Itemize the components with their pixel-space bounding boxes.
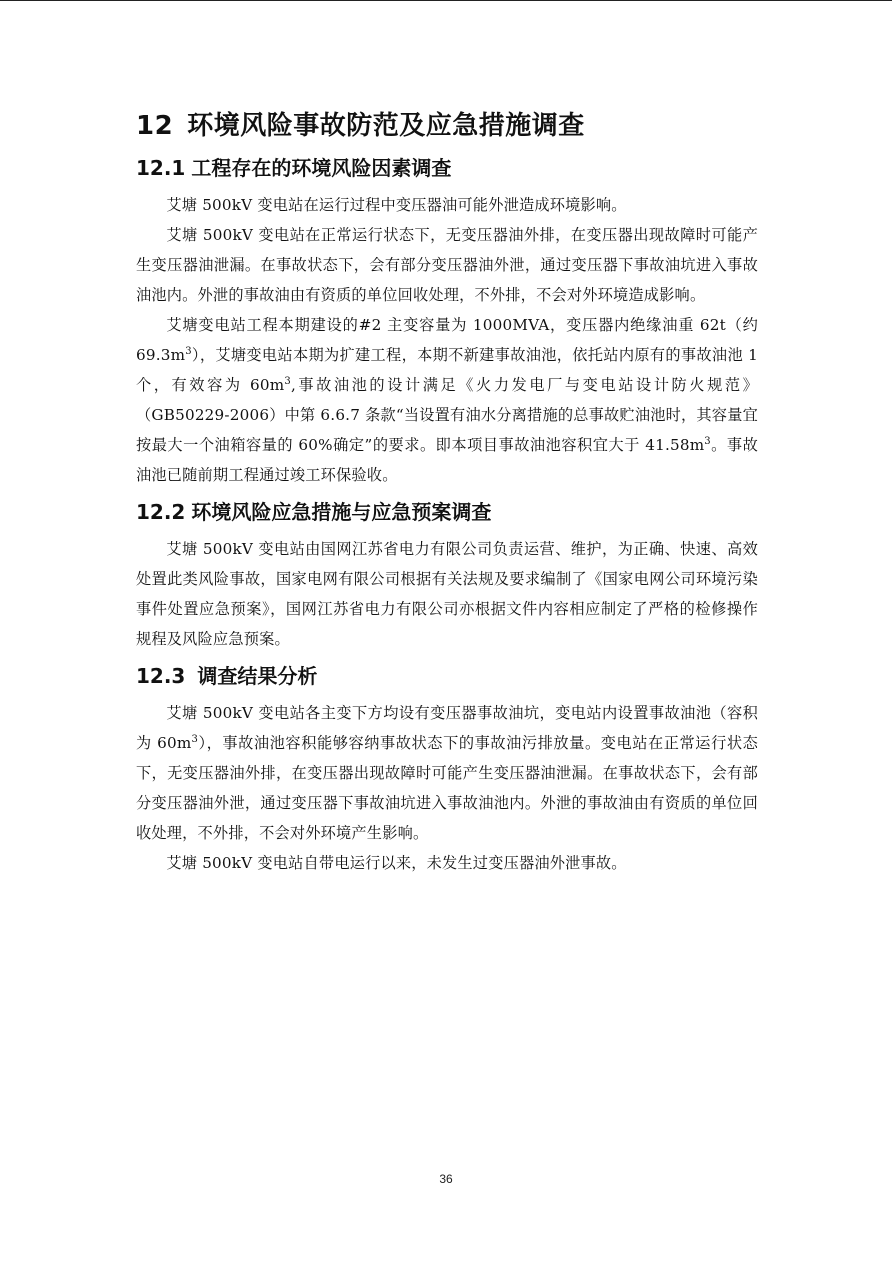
section-heading <box>136 494 758 530</box>
paragraph-text: 。事故油池已随前期工程通过竣工环保验收。 <box>136 436 758 484</box>
page-number: 36 <box>439 1172 453 1186</box>
paragraph <box>136 698 758 848</box>
section-number: 12.2 <box>136 500 186 524</box>
paragraph-text: 艾塘变电站工程本期建设的#2 主变容量为 1000MVA，变压器内绝缘油重 62t（约 69.3m <box>136 316 758 364</box>
chapter-number: 12 <box>136 111 174 141</box>
chapter-heading <box>136 106 758 146</box>
section-12-1 <box>136 150 758 490</box>
chapter-title: 环境风险事故防范及应急措施调查 <box>187 111 585 141</box>
paragraph-text: ），事故油池容积能够容纳事故状态下的事故油污排放量。变电站在正常运行状态下，无变压器油外排，在变压器出现故障时可能产生变压器油泄漏。在事故状态下，会有部分变压器油外泄，通过变压器下事故油坑进入事故油池内。外泄的事故油由有资质的单位回收处理，不外排，不会对外环境产生影响。 <box>136 734 758 842</box>
paragraph <box>136 310 758 490</box>
paragraph: 艾塘 500kV 变电站在正常运行状态下，无变压器油外排，在变压器出现故障时可能产生变压器油泄漏。在事故状态下，会有部分变压器油外泄，通过变压器下事故油坑进入事故油池内。外泄的事故油由有资质的单位回收处理，不外排，不会对外环境造成影响。 <box>136 226 758 304</box>
paragraph: 艾塘 500kV 变电站自带电运行以来，未发生过变压器油外泄事故。 <box>166 854 627 872</box>
section-heading <box>136 658 758 694</box>
paragraph: 艾塘 500kV 变电站在运行过程中变压器油可能外泄造成环境影响。 <box>166 196 627 214</box>
section-12-3 <box>136 658 758 878</box>
superscript: 3 <box>191 733 199 745</box>
superscript: 3 <box>185 345 192 357</box>
paragraph: 艾塘 500kV 变电站由国网江苏省电力有限公司负责运营、维护，为正确、快速、高效处置此类风险事故，国家电网有限公司根据有关法规及要求编制了《国家电网公司环境污染事件处置应急预案》，国网江苏省电力有限公司亦根据文件内容相应制定了严格的检修操作规程及风险应急预案。 <box>136 540 758 648</box>
section-title: 环境风险应急措施与应急预案调查 <box>191 500 492 524</box>
document-body <box>136 100 758 878</box>
section-title: 工程存在的环境风险因素调查 <box>191 156 452 180</box>
superscript: 3 <box>704 435 711 447</box>
paragraph-text: ,事故油池的设计满足《火力发电厂与变电站设计防火规范》（GB50229-2006）中第 6.6.7 条款“当设置有油水分离措施的总事故贮油池时，其容量宜按最大一个油箱容量的 60%确定”的要求。即本项目事故油池容积宜大于 41.58m <box>136 376 758 454</box>
section-number: 12.3 <box>136 664 186 688</box>
section-heading <box>136 150 758 186</box>
section-12-2 <box>136 494 758 654</box>
paragraph-text: 艾塘 500kV 变电站各主变下方均设有变压器事故油坑，变电站内设置事故油池（容积为 60m <box>136 704 758 752</box>
section-number: 12.1 <box>136 156 186 180</box>
superscript: 3 <box>284 375 291 387</box>
paragraph-text: ），艾塘变电站本期为扩建工程，本期不新建事故油池，依托站内原有的事故油池 1 个，有效容为 60m <box>136 346 758 394</box>
section-title: 调查结果分析 <box>197 664 318 688</box>
top-rule <box>0 0 892 1</box>
